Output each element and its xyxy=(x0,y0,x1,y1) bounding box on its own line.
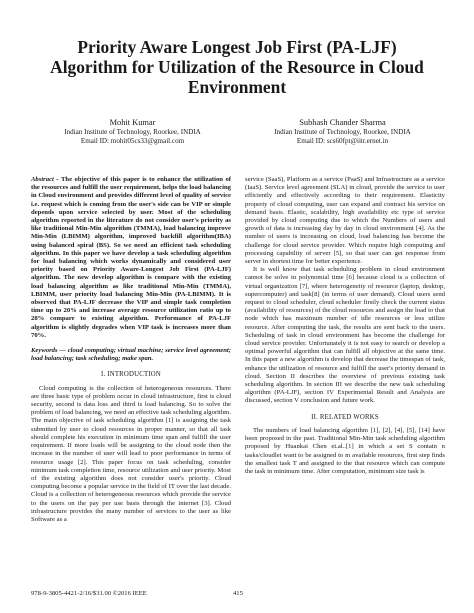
body-paragraph: Cloud computing is the collection of heterogeneous resources. There are three basic type of problem occur in cloud infrastructure, first is cloud security, second is data loss and third is load balancing. So to solve the problem of load balancing, we need an effective task scheduling algorithm. The main objective of task scheduling algorithm [1] is assigning the task submitted by user to cloud resources in proper manner, so that all task should complete his execution in minimum time span and fulfill the user requirement. If more loads will be assigning to the cloud node then the increase in the number of user will lead to poor performance in terms of resource usage [2]. This paper focus on task scheduling, consider minimum task completion time, resource utilization and user priority. Most of the existing algorithm does not consider user's priority. Cloud computing become a popular service in the field of IT over the last decade. Cloud is a collection of heterogeneous resources which provide the service to the users on the pay per use basis through the internet [3]. Cloud infrastructure provides the many number of services to the user as like Software as a xyxy=(31,384,231,523)
author-name: Subhash Chander Sharma xyxy=(299,118,386,127)
body-paragraph: It is well know that task scheduling problem in cloud environment cannot be solve in polynomial time [6] because cloud is a collection of virtual organization [7], where heterogeneity of resource (laptop, desktop, supercomputer) and task[8] (in terms of user demand). Cloud users send request to cloud scheduler, cloud scheduler firstly check the current status (availability of resources) of the cloud resources and assign the load to that node which has maximum number of idle resources or less utilize resource. After computing the task, the results are sent back to the users. Scheduling of task in cloud environment has become the challenge for cloud service provider. Unfortunately it is not easy to search or develop a optimal powerful algorithm that can fulfill all objective at the same time. In this paper a new algorithm is develop that decrease the timespan of task, enhance the utilization of resource and fulfill the user's priority demand in cloud. Section II describes the overview of previous existing task scheduling algorithm. In section III we describe the new task scheduling algorithm (PA-LJF), section IV Experimental Result and Analysis are discussed, section V conclusion and future work. xyxy=(245,266,445,405)
left-column xyxy=(31,176,231,524)
author-block xyxy=(30,117,235,146)
author-affiliation: Indian Institute of Technology, Roorkee, INDIA xyxy=(64,128,201,136)
abstract-text: The objective of this paper is to enhance the utilization of the resources and fulfill the user requirement, helps the load balancing in Cloud environment and provides different level of quality of service i.e. request which is coming from the user's side can be VIP or simple depends upon service selected by user. Most of the scheduling algorithm reported in the literature do not consider user's priority as like traditional Min-Min algorithm (TMMA), load balancing improve Min-Min (LBIMM) algorithm, improved backfill algorithm(IBA) using balanced spiral (BS). So we need an efficient task scheduling algorithm. In this paper we have develop a task scheduling algorithm for load balancing which works dynamically and considered user priority based on Priority Aware-Longest Job First (PA-LJF) algorithm. The new develop algorithm is compare with the existing load balancing algorithm as like traditional Min-Min (TMMA), LBIMM, user priority load balancing Min-Min (PA-LBIMM). It is observed that PA-LJF decrease the VIP and simple task completion time up to 20% and increase average resource utilization ratio up to 28% compare to existing algorithm. Performance of PA-LJF algorithm is slightly degrades when VIP task is increases more than 70%. xyxy=(31,176,231,339)
section-heading-related-works: II. RELATED WORKS xyxy=(311,413,379,421)
title-line: Algorithm for Utilization of the Resource in Cloud xyxy=(50,57,424,77)
abstract xyxy=(31,176,231,340)
body-paragraph: service (SaaS), Platform as a service (PaaS) and Infrastructure as a service (IaaS). Service level agreement (SLA) in cloud, provide the service to user efficiently and effectively according to their requirement. Elasticity property of cloud computing, user can expand and contract his service on demand basis. Elastic, scalability, high availability etc type of service provided by cloud computing due to which the Numbers of users and growth of data is increasing day by day in cloud environment [4]. As the number of users is increasing on cloud, load balancing has become the challenge for cloud service provider. Which require high computing and processing capability of server [5], so that user can get response from server in shortest time for better experience. xyxy=(245,176,445,266)
page-number: 415 xyxy=(233,590,243,597)
title-line: Priority Aware Longest Job First (PA-LJF) xyxy=(77,37,397,57)
body-paragraph: The numbers of load balancing algorithm [1], [2], [4], [5], [14] have been proposed in the past. Traditional Min-Min task scheduling algorithm proposed by Huankai Chen et.al..[1] in which a set S contain n tasks/cloudlet want to be assigned to m available resources, first step finds the smallest task T and assigned to the that resource which can compute the task in minimum time. After computation, minimum size task is xyxy=(245,426,445,475)
paper-title xyxy=(20,37,454,97)
title-line: Environment xyxy=(187,77,287,97)
section-heading-introduction: I. INTRODUCTION xyxy=(100,371,161,379)
right-column xyxy=(245,176,445,476)
author-name: Mohit Kumar xyxy=(109,118,156,127)
keywords: Keywords — cloud computing; virtual machine; service level agreement; load balancing; task scheduling; make span. xyxy=(31,347,231,363)
author-email: Email ID: scs60fpt@iitr.ernet.in xyxy=(296,137,389,145)
author-block xyxy=(240,117,445,146)
author-email: Email ID: mohit05cs33@gmail.com xyxy=(80,137,185,145)
author-affiliation: Indian Institute of Technology, Roorkee, INDIA xyxy=(274,128,411,136)
abstract-lead: Abstract - xyxy=(31,176,59,183)
footer-isbn: 978-9-3805-4421-2/16/$31.00 ©2016 IEEE xyxy=(31,590,147,597)
